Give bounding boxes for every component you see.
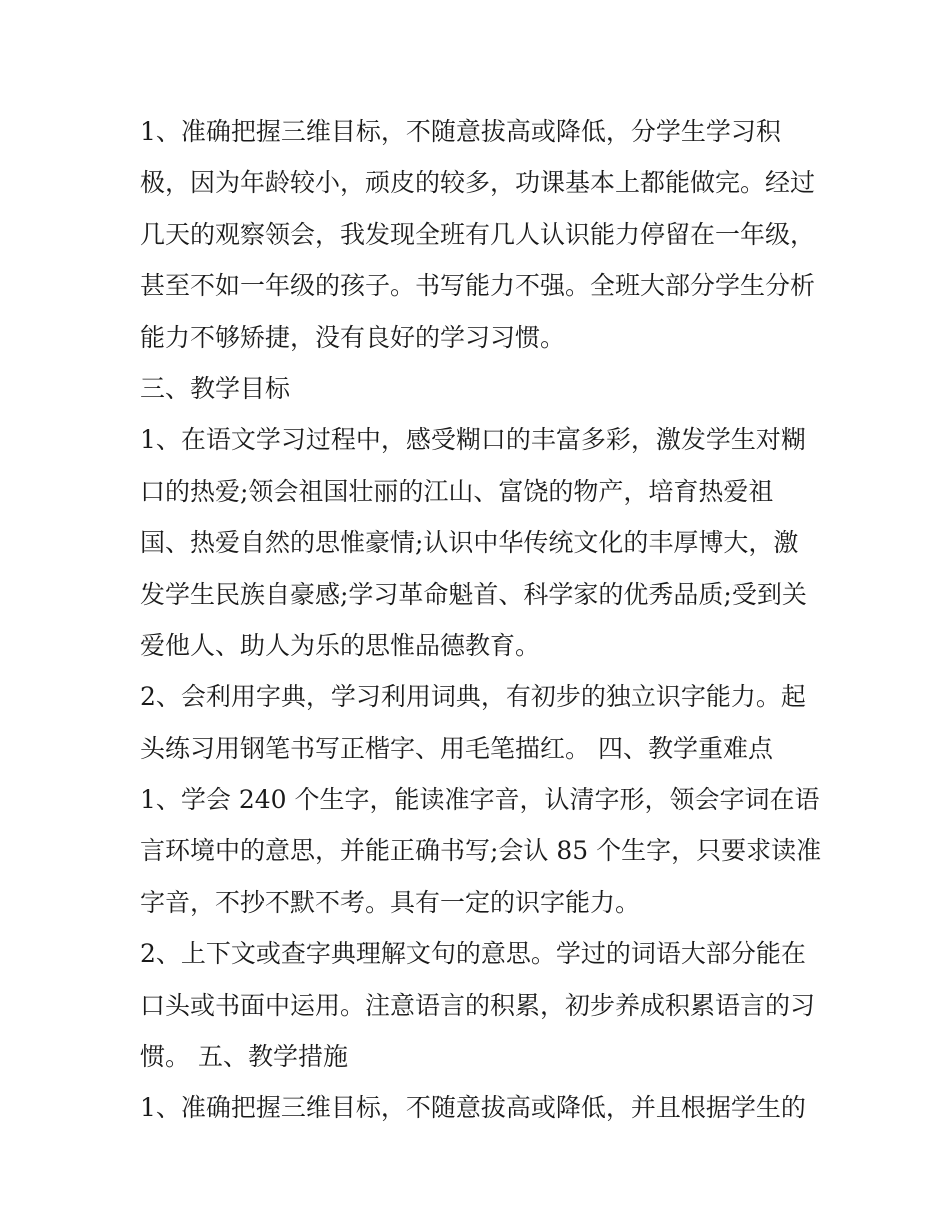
text-line: 极，因为年龄较小，顽皮的较多，功课基本上都能做完。经过 (140, 168, 816, 198)
text-line: 2、上下文或查字典理解文句的意思。学过的词语大部分能在 (140, 939, 806, 969)
text-line: 发学生民族自豪感;学习革命魁首、科学家的优秀品质;受到关 (140, 579, 807, 609)
text-line: 1、准确把握三维目标，不随意拔高或降低，分学生学习积 (140, 117, 781, 146)
text-line: 1、学会 240 个生字，能读准字音，认清字形，领会字词在语 (140, 785, 820, 815)
text-line: 口头或书面中运用。注意语言的积累，初步养成积累语言的习 (140, 990, 816, 1020)
text-line: 几天的观察领会，我发现全班有几人认识能力停留在一年级， (140, 219, 816, 249)
section-heading: 三、教学目标 (140, 373, 291, 403)
text-line: 2、会利用字典，学习利用词典，有初步的独立识字能力。起 (140, 682, 806, 712)
body-text (140, 106, 830, 1134)
text-line: 惯。 五、教学措施 (140, 1042, 348, 1072)
text-line: 甚至不如一年级的孩子。书写能力不强。全班大部分学生分析 (140, 271, 816, 301)
text-line: 言环境中的意思，并能正确书写;会认 85 个生字，只要求读准 (140, 836, 822, 866)
text-line: 头练习用钢笔书写正楷字、用毛笔描红。 四、教学重难点 (140, 733, 773, 763)
text-line: 爱他人、助人为乐的思惟品德教育。 (140, 630, 541, 660)
text-line: 国、热爱自然的思惟豪情;认识中华传统文化的丰厚博大，激 (140, 528, 799, 558)
text-line: 口的热爱;领会祖国壮丽的江山、富饶的物产，培育热爱祖 (140, 476, 774, 506)
text-line: 1、在语文学习过程中，感受糊口的丰富多彩，激发学生对糊 (140, 425, 806, 455)
text-line: 1、准确把握三维目标，不随意拔高或降低，并且根据学生的 (140, 1093, 806, 1123)
text-line: 能力不够矫捷，没有良好的学习习惯。 (140, 322, 566, 352)
text-line: 字音，不抄不默不考。具有一定的识字能力。 (140, 887, 641, 917)
